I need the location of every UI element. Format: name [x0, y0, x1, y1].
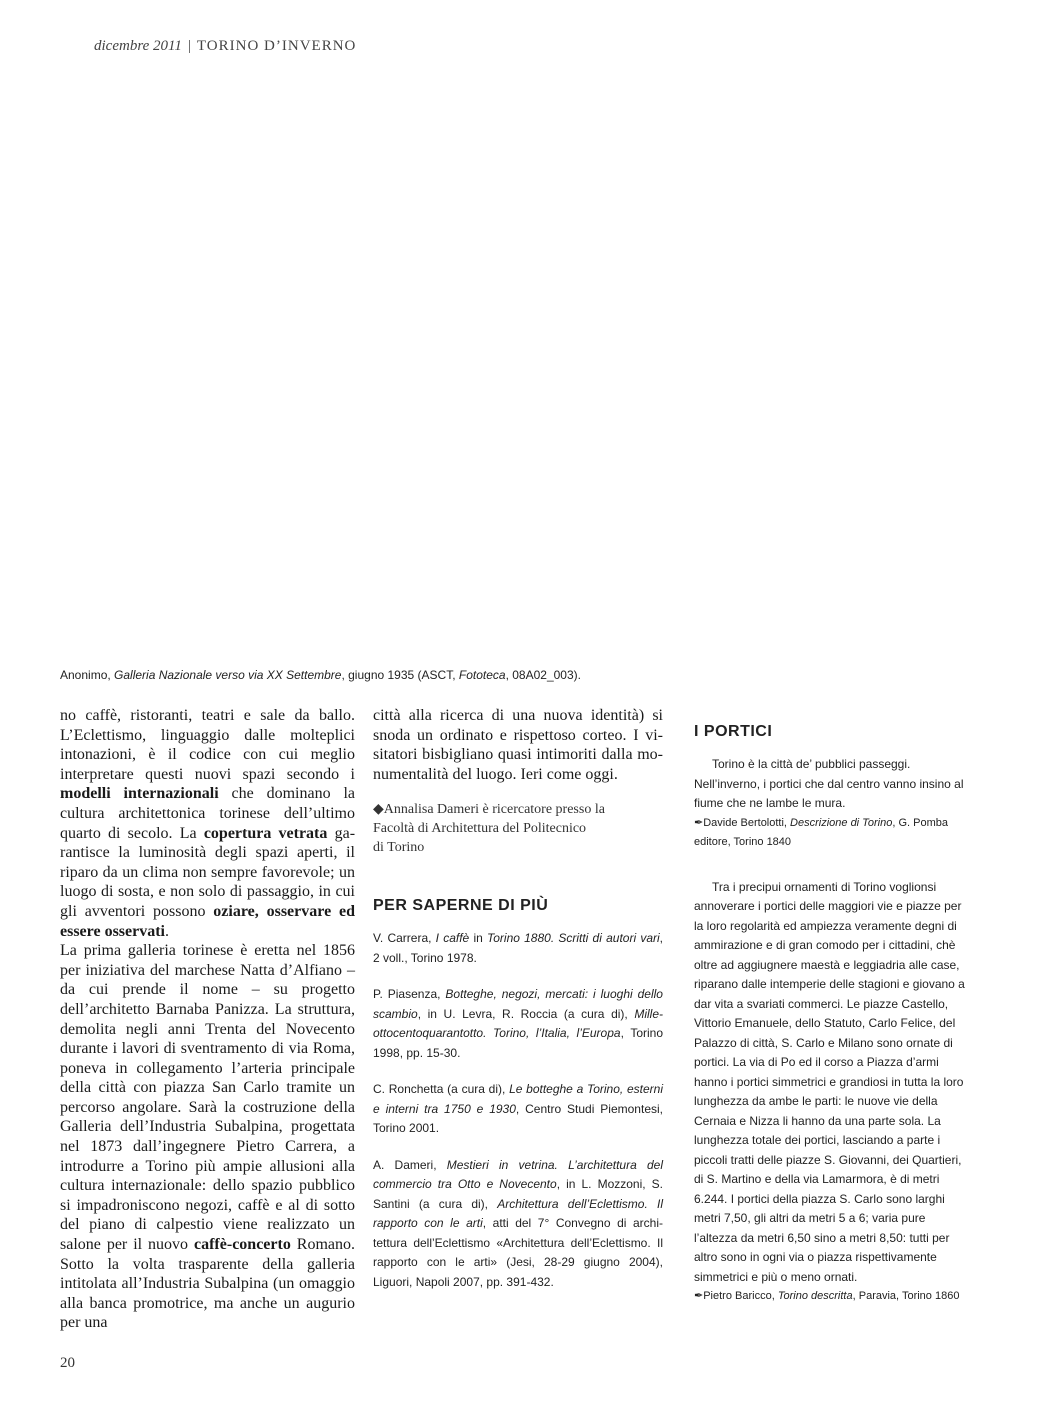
bold-phrase: copertura vetrata [203, 824, 328, 842]
sidebar-portici [694, 723, 969, 1332]
text-run: Romano. Sotto la volta trasparente della galleria intitolata all’Industria Subalpina (un omaggio alla banca promotrice, ma anche un augurio per una [60, 1236, 355, 1332]
caption-title: Galleria Nazionale verso via XX Settembre [114, 668, 342, 682]
text-run: , G. Pomba editore, Torino 1840 [694, 816, 948, 848]
text-run: garantisce la luminosità degli spazi aperti, il riparo da un clima non sempre favorevole; un luogo di sosta, e non solo di passaggio, in cui gli avventori possono [60, 824, 356, 920]
header-date: dicembre 2011 [94, 38, 182, 54]
text-run: , in U. Levra, R. Roccia (a cura di), [417, 1006, 635, 1021]
header-title: TORINO D’INVERNO [196, 38, 357, 54]
section-title-portici: I PORTICI [694, 723, 773, 740]
text-run: . [165, 922, 169, 940]
section-title-further-reading: PER SAPERNE DI PIÙ [373, 897, 549, 915]
italic-title: Architettura dell’Eclettismo. Il rapporto con le arti [373, 1196, 663, 1231]
paragraph-3: città alla ricerca di una nuova identità) si snoda un ordinato e rispettoso corteo. I visitatori bisbigliano quasi intimoriti dalla monumentalità del luogo. Ieri come oggi. [373, 707, 663, 783]
quote-1: Torino è la città de’ pubblici passeggi. Nell’inverno, i portici che dal centro vanno insino al fiume che ne lambe le mura. [694, 757, 964, 810]
author-note [373, 800, 663, 857]
italic-title: Torino 1880. Scritti di autori vari [487, 931, 660, 946]
text-run: , Paravia, Torino 1860 [852, 1290, 960, 1302]
text-run: , Torino 1998, pp. 15-30. [373, 1026, 663, 1060]
running-header [94, 38, 356, 55]
article-column-1 [60, 706, 355, 1333]
quote-source-2 [694, 1287, 969, 1306]
quote-source-1 [694, 814, 969, 852]
quote-2: Tra i precipui ornamenti di Torino voglionsi annoverare i portici delle maggiori vie e piazze per la loro regolarità ed ampiezza veramente degni di ammirazione e di gran comodo per i cittadini, chè oltre ad aggiugnere maestà e leggiadria alle case, riparano dalle intemperie delle stagioni e giovano a dar vita a svariati commerci. Le piazze Castello, Vittorio Emanuele, dello Statuto, Carlo Felice, del Palazzo di città, S. Carlo e Milano sono ornate di portici. La via di Po ed il corso a Piazza d’armi hanno i portici simmetrici e grandiosi in tutta la loro lunghezza da ambe le parti: le nuove vie della Cernaia e Nizza li hanno da una parte sola. La lunghezza totale dei portici, lasciando a parte i piccoli tratti delle piazze S. Giovanni, dei Quartieri, di S. Martino e della via Lamarmora, è di metri 6.244. I portici della piazza S. Carlo sono larghi metri 7,50, gli altri da metri 5 a 6; varia pure l’altezza da metri 6,50 sino a metri 8,50: tutti per altro sono in ogni via o piazza rispettivamente simmetrici e più o meno ornati. [694, 879, 965, 1284]
reference-item [373, 985, 663, 1063]
author-line: di Torino [373, 840, 425, 856]
bold-phrase: oziare, osservare ed essere osservati [60, 902, 356, 940]
page-number: 20 [60, 1355, 75, 1371]
bold-phrase: modelli internazionali [60, 785, 219, 803]
author-line: Facoltà di Architettura del Politecnico [373, 821, 587, 837]
bold-phrase: caffè-concerto [194, 1236, 291, 1254]
italic-title: Botteghe, negozi, mercati: i luoghi dello scambio [373, 987, 663, 1021]
caption-middle: , giugno 1935 (ASCT, [341, 668, 459, 682]
text-run: , Centro Studi Piemontesi, Torino 2001. [373, 1101, 663, 1136]
caption-end: , 08A02_003). [505, 668, 581, 682]
text-run: C. Ronchetta (a cura di), [373, 1082, 510, 1097]
italic-title: Torino descritta [777, 1290, 853, 1302]
article-column-2 [373, 706, 663, 1309]
text-run: no caffè, ristoranti, teatri e sale da ballo. L’Eclettismo, linguaggio dalle molteplici intonazioni, è il codice con cui meglio interpretare questi nuovi spazi secondo i [60, 707, 355, 783]
caption-author: Anonimo, [60, 668, 115, 682]
photo-area [60, 80, 980, 660]
reference-item [373, 929, 663, 968]
text-run: ✒Pietro Baricco, [694, 1290, 778, 1302]
text-run: , 2 voll., Torino 1978. [373, 931, 664, 965]
author-line: ◆Annalisa Dameri è ricercatore presso la [373, 802, 605, 818]
figure-caption [60, 668, 581, 682]
text-run: che dominano la cultura architettonica torinese dell’ultimo quarto di secolo. La [60, 785, 355, 842]
italic-title: Milleottocentoquarantotto. Torino, l’Italia, l’Europa [373, 1006, 663, 1041]
italic-title: I caffè [435, 931, 470, 946]
text-run: ✒Davide Bertolotti, [694, 816, 791, 829]
text-run: P. Piasenza, [373, 987, 446, 1002]
italic-title: Le botteghe a Torino, esterni e interni tra 1750 e 1930 [373, 1082, 663, 1116]
paragraph-1 [60, 706, 355, 941]
header-separator: | [187, 38, 191, 54]
text-run: in [469, 931, 487, 946]
text-run: , in L. Mozzoni, S. Santini (a cura di), [373, 1177, 664, 1211]
reference-item [373, 1156, 663, 1293]
text-run: A. Dameri, [373, 1157, 447, 1172]
text-run: La prima galleria torinese è eretta nel 1856 per iniziativa del marchese Natta d’Alfiano – da cui prende il nome – su progetto dell’architetto Barnaba Panizza. La struttura, demolita negli anni Trenta del Novecento durante i lavori di sventramento di via Roma, poneva in collegamento l’arteria principale della città con piazza San Carlo tramite un percorso angolare. Sarà la costruzione della Galleria dell’Industria Subalpina, progettata nel 1873 dall’ingegnere Pietro Carrera, a introdurre a Torino più ampie allusioni alla cultura internazionale: dello spazio pubblico si impadroniscono negozi, caffè e al di sotto del piano di calpestio viene realizzato un salone per il nuovo [60, 942, 355, 1254]
caption-archive: Fototeca [458, 668, 506, 682]
italic-title: Mestieri in vetrina. L’architettura del commercio tra Otto e Novecento [373, 1157, 663, 1192]
paragraph-2 [60, 941, 355, 1333]
text-run: V. Carrera, [373, 931, 436, 946]
italic-title: Descrizione di Torino [790, 816, 893, 829]
text-run: , atti del 7° Convegno di architettura dell’Eclettismo «Architettura dell’Eclettismo. Il rapporto con le arti» (Jesi, 28-29 giugno 2004), Liguori, Napoli 2007, pp. 391-432. [373, 1216, 664, 1289]
reference-item [373, 1080, 663, 1139]
